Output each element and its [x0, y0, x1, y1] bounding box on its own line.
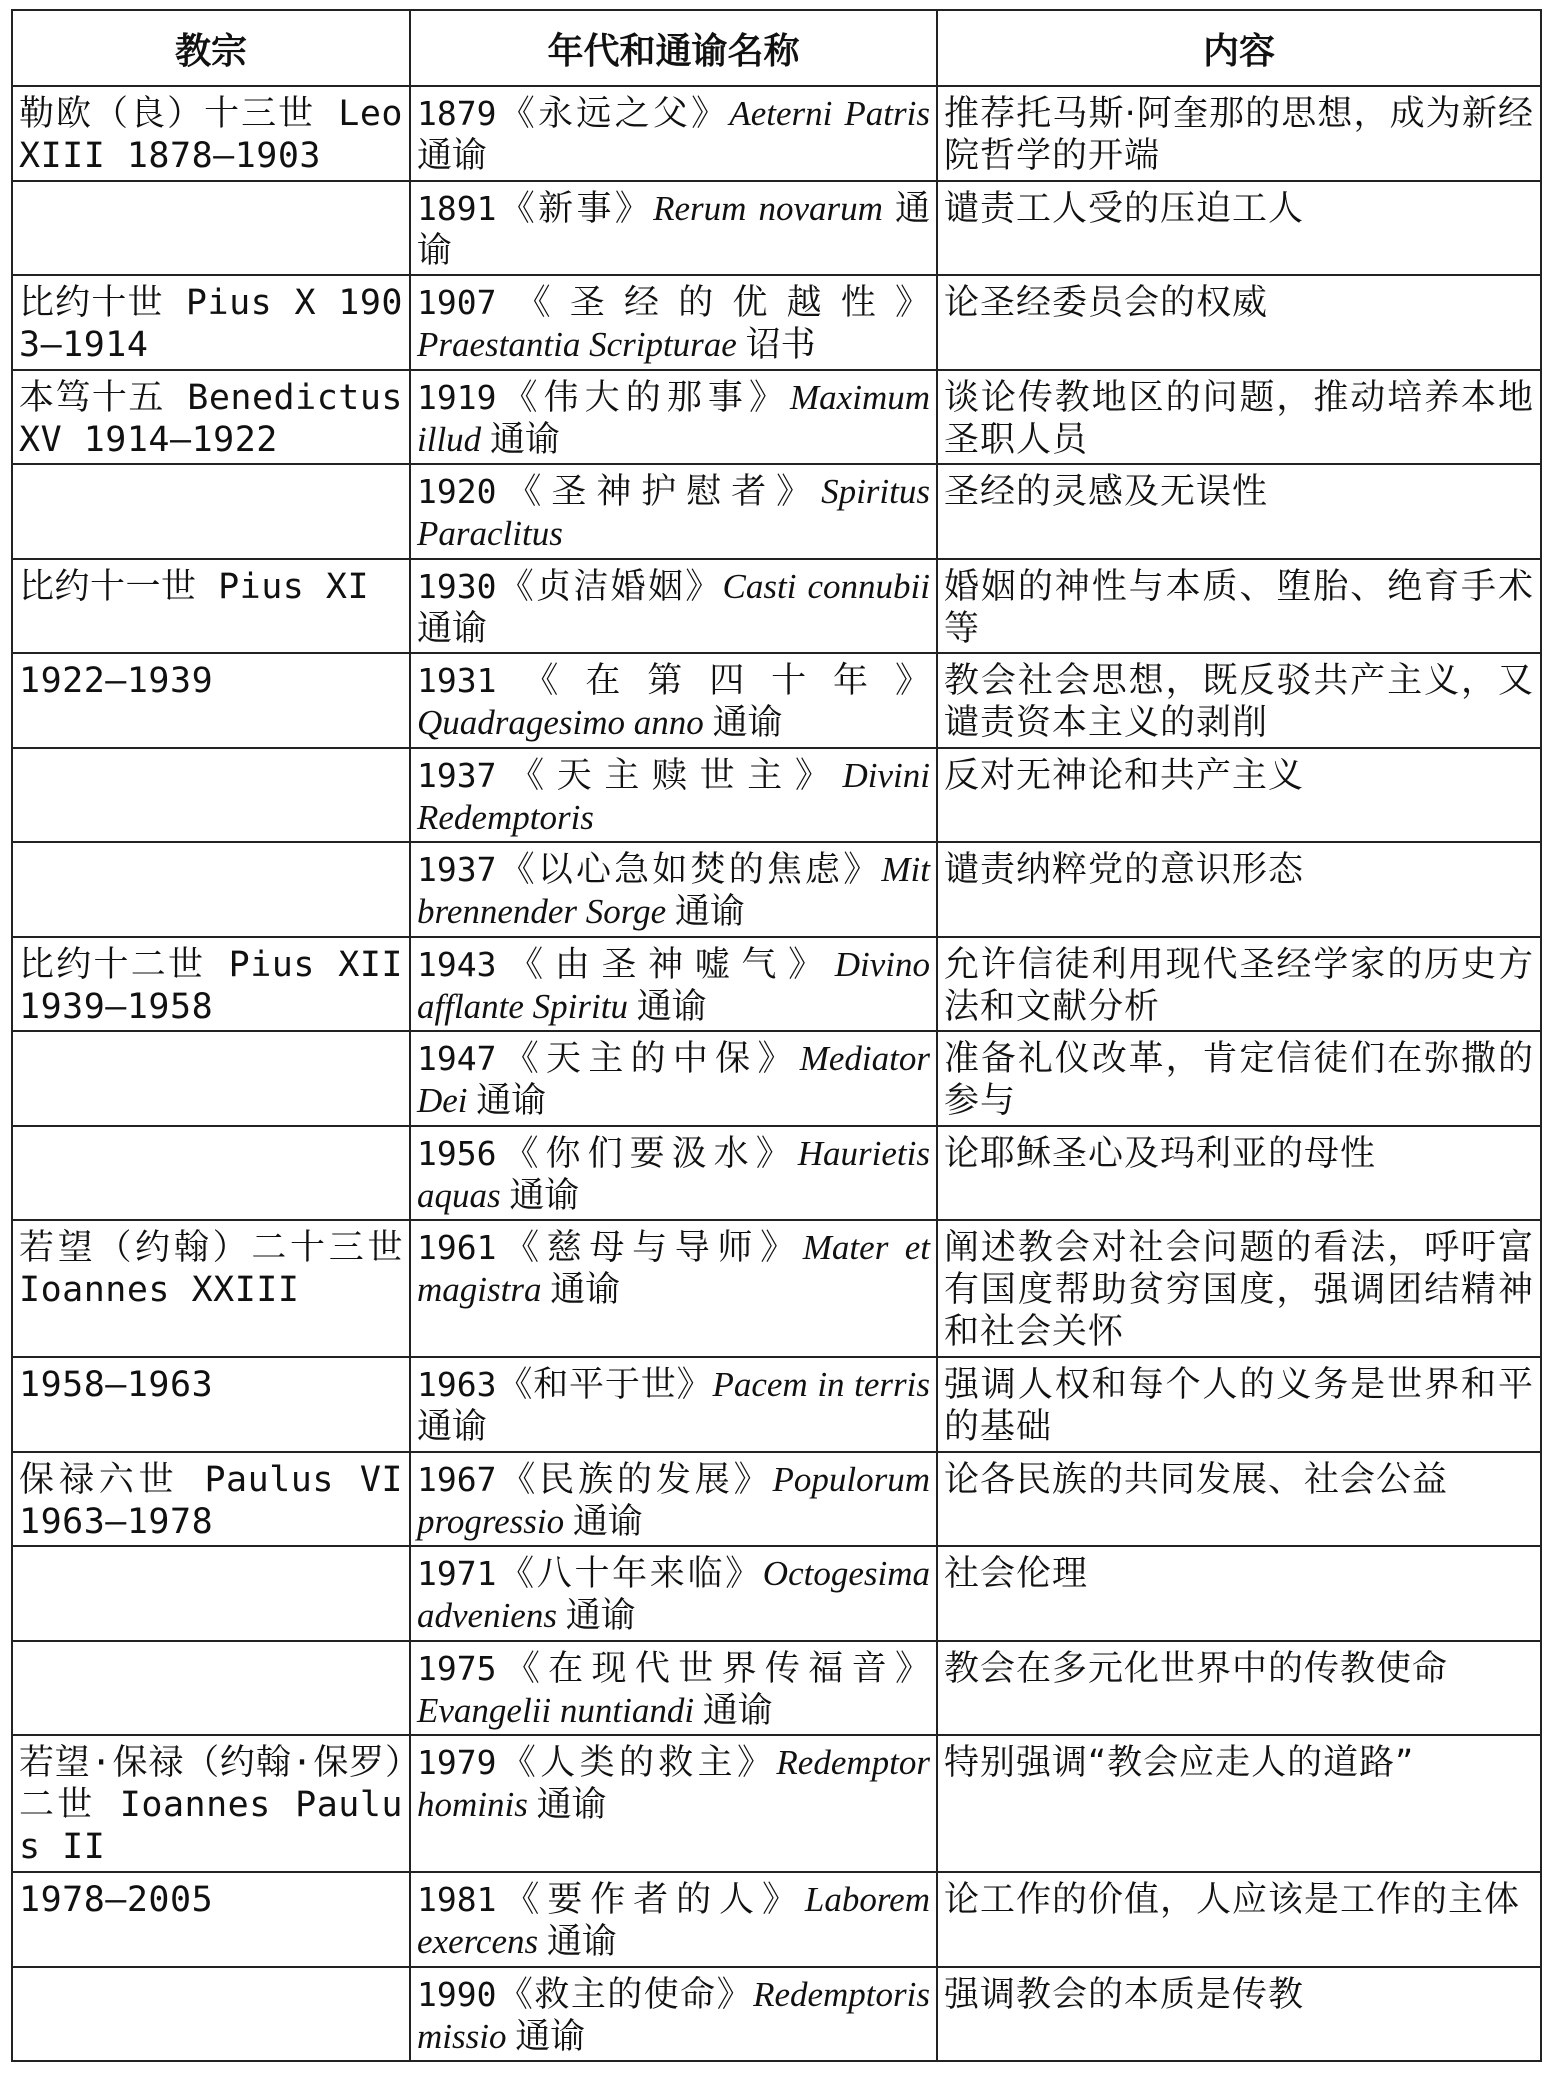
- document-title-latin: Rerum novarum: [653, 188, 883, 228]
- pope-cell: [12, 748, 410, 843]
- content-cell: 谴责纳粹党的意识形态: [937, 842, 1541, 937]
- document-year: 1931: [417, 661, 497, 700]
- document-title-latin: Evangelii nuntiandi: [417, 1690, 695, 1730]
- document-cell: [410, 370, 937, 465]
- pope-cell: [12, 464, 410, 559]
- content-cell: 阐述教会对社会问题的看法，呼吁富有国度帮助贫穷国度，强调团结精神和社会关怀: [937, 1220, 1541, 1357]
- content-cell: 推荐托马斯·阿奎那的思想，成为新经院哲学的开端: [937, 86, 1541, 181]
- pope-cell: 1958–1963: [12, 1357, 410, 1452]
- document-title-latin: Haurietis aquas: [417, 1133, 930, 1215]
- document-title-zh: 《人类的救主》: [496, 1743, 777, 1782]
- document-title-zh: 《天主的中保》: [496, 1039, 800, 1078]
- content-cell: 婚姻的神性与本质、堕胎、绝育手术等: [937, 559, 1541, 654]
- document-title-latin: Redemptoris missio: [417, 1974, 930, 2056]
- document-cell: [410, 1357, 937, 1452]
- document-year: 1891: [417, 188, 497, 228]
- table-row: [12, 1126, 1541, 1221]
- document-title-zh: 《救主的使命》: [496, 1974, 754, 2014]
- document-cell: [410, 1735, 937, 1872]
- document-cell: [410, 1452, 937, 1547]
- document-title-latin: Divini Redemptoris: [417, 755, 930, 837]
- document-title-zh: 《圣经的优越性》: [496, 283, 930, 322]
- pope-cell: [12, 842, 410, 937]
- document-year: 1979: [417, 1743, 497, 1782]
- document-year: 1919: [417, 377, 497, 417]
- document-title-latin: Quadragesimo anno: [417, 703, 704, 742]
- document-cell: [410, 1031, 937, 1126]
- pope-cell: 若望·保禄（约翰·保罗）二世 Ioannes Paulus II: [12, 1735, 410, 1872]
- document-title-latin: Redemptor hominis: [417, 1743, 930, 1824]
- header-pope: 教宗: [12, 10, 410, 86]
- table-row: [12, 559, 1541, 654]
- content-cell: 允许信徒利用现代圣经学家的历史方法和文献分析: [937, 937, 1541, 1032]
- document-type: 通谕: [636, 986, 707, 1026]
- document-title-latin: Octogesima adveniens: [417, 1554, 930, 1635]
- document-year: 1961: [417, 1228, 497, 1267]
- content-cell: 教会社会思想，既反驳共产主义，又谴责资本主义的剥削: [937, 653, 1541, 748]
- document-type: 通谕: [712, 703, 783, 742]
- document-title-latin: Spiritus Paraclitus: [417, 472, 930, 553]
- pope-cell: [12, 1967, 410, 2062]
- table-row: [12, 842, 1541, 937]
- document-type: 通谕: [565, 1596, 636, 1635]
- header-row: [12, 10, 1541, 86]
- table-row: [12, 748, 1541, 843]
- pope-cell: [12, 181, 410, 276]
- pope-cell: 本笃十五 Benedictus XV 1914–1922: [12, 370, 410, 465]
- document-title-latin: Casti connubii: [722, 566, 930, 606]
- document-year: 1930: [417, 566, 497, 606]
- document-year: 1956: [417, 1133, 497, 1173]
- pope-cell: 勒欧（良）十三世 Leo XIII 1878–1903: [12, 86, 410, 181]
- document-year: 1879: [417, 94, 497, 133]
- content-cell: 强调人权和每个人的义务是世界和平的基础: [937, 1357, 1541, 1452]
- document-cell: [410, 1126, 937, 1221]
- table-row: [12, 1220, 1541, 1357]
- document-title-latin: Laborem exercens: [417, 1880, 930, 1961]
- document-title-zh: 《你们要汲水》: [496, 1133, 798, 1173]
- document-type: 通谕: [536, 1785, 607, 1824]
- table-row: [12, 464, 1541, 559]
- content-cell: 圣经的灵感及无误性: [937, 464, 1541, 559]
- table-row: [12, 1872, 1541, 1967]
- document-year: 1937: [417, 850, 497, 889]
- document-cell: [410, 1967, 937, 2062]
- pope-cell: 1922–1939: [12, 653, 410, 748]
- document-type: 通谕: [546, 1922, 617, 1961]
- document-year: 1947: [417, 1039, 497, 1078]
- document-title-latin: Populorum progressio: [417, 1459, 930, 1541]
- document-cell: [410, 1546, 937, 1641]
- document-year: 1990: [417, 1974, 497, 2014]
- document-year: 1907: [417, 283, 497, 322]
- content-cell: 论各民族的共同发展、社会公益: [937, 1452, 1541, 1547]
- document-type: 通谕: [417, 1407, 488, 1446]
- table-row: [12, 275, 1541, 370]
- content-cell: 社会伦理: [937, 1546, 1541, 1641]
- table-row: [12, 1967, 1541, 2062]
- document-year: 1967: [417, 1459, 497, 1499]
- document-year: 1971: [417, 1554, 497, 1593]
- document-title-latin: Divino afflante Spiritu: [417, 944, 930, 1026]
- content-cell: 准备礼仪改革，肯定信徒们在弥撒的参与: [937, 1031, 1541, 1126]
- header-content: 内容: [937, 10, 1541, 86]
- document-type: 通谕: [417, 188, 930, 270]
- document-title-latin: Pacem in terris: [712, 1365, 930, 1404]
- content-cell: 特别强调“教会应走人的道路”: [937, 1735, 1541, 1872]
- table-row: [12, 653, 1541, 748]
- document-cell: [410, 1872, 937, 1967]
- document-title-zh: 《伟大的那事》: [496, 377, 791, 417]
- document-type: 诏书: [745, 325, 816, 364]
- document-year: 1920: [417, 472, 497, 511]
- pope-cell: 比约十二世 Pius XII 1939–1958: [12, 937, 410, 1032]
- document-type: 通谕: [476, 1081, 547, 1120]
- document-title-zh: 《圣神护慰者》: [496, 472, 822, 511]
- document-year: 1937: [417, 755, 497, 795]
- document-type: 通谕: [674, 892, 745, 931]
- document-cell: [410, 748, 937, 843]
- document-cell: [410, 1220, 937, 1357]
- content-cell: 反对无神论和共产主义: [937, 748, 1541, 843]
- pope-cell: 比约十世 Pius X 1903–1914: [12, 275, 410, 370]
- document-title-zh: 《以心急如焚的焦虑》: [496, 850, 882, 889]
- document-type: 通谕: [572, 1501, 643, 1541]
- document-type: 通谕: [550, 1270, 621, 1309]
- content-cell: 谴责工人受的压迫工人: [937, 181, 1541, 276]
- table-row: [12, 1452, 1541, 1547]
- document-type: 通谕: [489, 419, 560, 459]
- document-year: 1963: [417, 1365, 497, 1404]
- table-row: [12, 1641, 1541, 1736]
- document-title-latin: Maximum illud: [417, 377, 930, 459]
- document-title-zh: 《天主赎世主》: [496, 755, 843, 795]
- document-year: 1975: [417, 1648, 497, 1688]
- table-row: [12, 370, 1541, 465]
- pope-cell: [12, 1641, 410, 1736]
- document-title-zh: 《要作者的人》: [496, 1880, 805, 1919]
- pope-cell: [12, 1031, 410, 1126]
- pope-cell: 1978–2005: [12, 1872, 410, 1967]
- pope-cell: 比约十一世 Pius XI: [12, 559, 410, 654]
- table-row: [12, 1546, 1541, 1641]
- document-title-zh: 《新事》: [496, 188, 654, 228]
- document-year: 1943: [417, 944, 497, 984]
- document-cell: [410, 464, 937, 559]
- document-title-zh: 《由圣神嘘气》: [496, 944, 835, 984]
- document-title-latin: Praestantia Scripturae: [417, 325, 737, 364]
- pope-cell: 若望（约翰）二十三世 Ioannes XXIII: [12, 1220, 410, 1357]
- document-title-zh: 《在第四十年》: [496, 661, 930, 700]
- document-title-latin: Aeterni Patris: [729, 94, 930, 133]
- document-type: 通谕: [417, 136, 488, 175]
- document-cell: [410, 86, 937, 181]
- document-type: 通谕: [702, 1690, 773, 1730]
- table-row: [12, 1031, 1541, 1126]
- encyclicals-table: [11, 9, 1542, 2062]
- document-type: 通谕: [509, 1175, 580, 1215]
- document-cell: [410, 559, 937, 654]
- table-row: [12, 86, 1541, 181]
- document-title-zh: 《和平于世》: [496, 1365, 713, 1404]
- content-cell: 强调教会的本质是传教: [937, 1967, 1541, 2062]
- content-cell: 论耶稣圣心及玛利亚的母性: [937, 1126, 1541, 1221]
- pope-cell: [12, 1126, 410, 1221]
- document-title-latin: Mater et magistra: [417, 1228, 930, 1309]
- document-cell: [410, 1641, 937, 1736]
- document-cell: [410, 842, 937, 937]
- content-cell: 论圣经委员会的权威: [937, 275, 1541, 370]
- table-row: [12, 1357, 1541, 1452]
- document-title-latin: Mediator Dei: [417, 1039, 930, 1120]
- header-document: 年代和通谕名称: [410, 10, 937, 86]
- pope-cell: [12, 1546, 410, 1641]
- table-row: [12, 181, 1541, 276]
- document-cell: [410, 653, 937, 748]
- document-title-zh: 《八十年来临》: [496, 1554, 763, 1593]
- content-cell: 论工作的价值，人应该是工作的主体: [937, 1872, 1541, 1967]
- document-title-latin: Mit brennender Sorge: [417, 850, 930, 931]
- table-row: [12, 937, 1541, 1032]
- document-title-zh: 《永远之父》: [496, 94, 730, 133]
- content-cell: 教会在多元化世界中的传教使命: [937, 1641, 1541, 1736]
- document-title-zh: 《在现代世界传福音》: [496, 1648, 930, 1688]
- document-cell: [410, 937, 937, 1032]
- document-type: 通谕: [417, 608, 488, 648]
- document-type: 通谕: [515, 2016, 586, 2056]
- document-year: 1981: [417, 1880, 497, 1919]
- document-title-zh: 《慈母与导师》: [496, 1228, 803, 1267]
- document-title-zh: 《贞洁婚姻》: [496, 566, 723, 606]
- table-body: [12, 86, 1541, 2061]
- table-row: [12, 1735, 1541, 1872]
- document-cell: [410, 181, 937, 276]
- pope-cell: 保禄六世 Paulus VI 1963–1978: [12, 1452, 410, 1547]
- document-cell: [410, 275, 937, 370]
- content-cell: 谈论传教地区的问题，推动培养本地圣职人员: [937, 370, 1541, 465]
- document-title-zh: 《民族的发展》: [496, 1459, 773, 1499]
